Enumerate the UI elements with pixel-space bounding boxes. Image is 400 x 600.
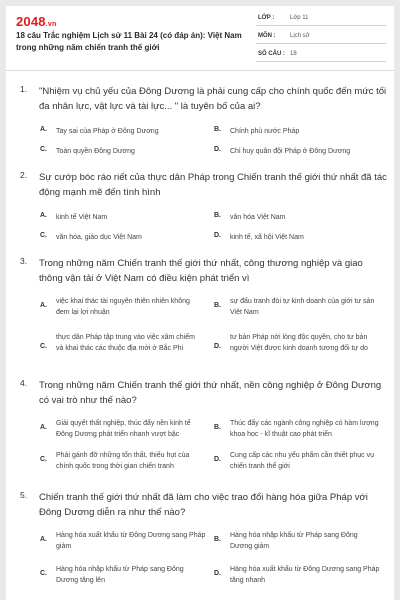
option-letter: D. <box>214 456 221 463</box>
option-text: Thúc đẩy các ngành công nghiệp có hàm lượng khoa học - kĩ thuật cao phát triển <box>230 420 379 438</box>
logo-suffix: .vn <box>45 21 57 28</box>
option-letter: A. <box>40 536 47 543</box>
logo-text: 2048 <box>16 14 46 29</box>
question-number: 2. <box>20 170 28 180</box>
question-number: 3. <box>20 256 28 266</box>
option-letter: D. <box>214 146 221 153</box>
option-letter: C. <box>40 343 47 350</box>
header-divider <box>6 70 394 71</box>
question-text: Chiến tranh thế giới thứ nhất đã làm cho việc trao đổi hàng hóa giữa Pháp với Đông Dương diễn ra như thế nào? <box>39 492 368 518</box>
question-text: Sự cướp bóc ráo riết của thực dân Pháp trong Chiến tranh thế giới thứ nhất đã tác động mạnh mẽ đến tình hình <box>39 172 387 198</box>
question-number: 4. <box>20 378 28 388</box>
option-text: Tay sai của Pháp ở Đông Dương <box>56 128 159 135</box>
option-letter: A. <box>40 126 47 133</box>
option-text: tư bản Pháp nới lỏng độc quyền, cho tư bản người Việt được kinh doanh tương đối tự do <box>230 334 368 352</box>
meta-value: Lớp 11 <box>290 15 309 21</box>
option-text: văn hóa Việt Nam <box>230 214 286 221</box>
option-letter: D. <box>214 343 221 350</box>
option-text: Giải quyết thất nghiệp, thúc đẩy nền kinh tế Đông Dương phát triển nhanh vượt bậc <box>56 420 191 438</box>
option-text: Hàng hóa xuất khẩu từ Đông Dương sang Pháp giảm <box>56 532 206 550</box>
option-text: việc khai thác tài nguyên thiên nhiên không đem lại lợi nhuận <box>56 298 190 316</box>
meta-label: LỚP : <box>258 15 275 21</box>
option-letter: B. <box>214 424 221 431</box>
option-letter: C. <box>40 146 47 153</box>
option-letter: B. <box>214 126 221 133</box>
meta-row-count <box>256 48 386 62</box>
meta-box <box>256 12 386 66</box>
option-text: Chính phủ nước Pháp <box>230 128 300 135</box>
meta-row-subject <box>256 30 386 44</box>
option-letter: C. <box>40 232 47 239</box>
option-letter: A. <box>40 302 47 309</box>
option-letter: D. <box>214 570 221 577</box>
site-logo[interactable] <box>16 14 56 29</box>
option-letter: B. <box>214 302 221 309</box>
question-text: Trong những năm Chiến tranh thế giới thứ nhất, công thương nghiệp và giao thông vận tải ở Việt Nam có điều kiện phát triển vì <box>39 258 363 284</box>
option-text: thực dân Pháp tập trung vào việc xâm chiếm và khai thác các thuộc địa mới ở Bắc Phi <box>56 334 195 352</box>
question-number: 5. <box>20 490 28 500</box>
option-letter: B. <box>214 212 221 219</box>
option-text: kinh tế Việt Nam <box>56 214 108 221</box>
meta-label: MÔN : <box>258 33 276 39</box>
option-text: văn hóa, giáo dục Việt Nam <box>56 234 142 241</box>
meta-row-class <box>256 12 386 26</box>
option-text: Hàng hóa nhập khẩu từ Pháp sang Đông Dương tăng lên <box>56 566 184 584</box>
meta-label: SỐ CÂU : <box>258 51 285 57</box>
option-letter: A. <box>40 424 47 431</box>
page-title: 18 câu Trắc nghiệm Lịch sử 11 Bài 24 (có đáp án): Việt Nam trong những năm chiến tranh thế giới <box>16 31 242 52</box>
option-text: Hàng hóa nhập khẩu từ Pháp sang Đông Dương giảm <box>230 532 358 550</box>
meta-value: 18 <box>290 51 297 57</box>
option-letter: A. <box>40 212 47 219</box>
option-text: Hàng hóa xuất khẩu từ Đông Dương sang Pháp tăng nhanh <box>230 566 380 584</box>
option-letter: C. <box>40 456 47 463</box>
question-text: Trong những năm Chiến tranh thế giới thứ nhất, nền công nghiệp ở Đông Dương có vai trò như thế nào? <box>39 380 382 406</box>
option-text: Toàn quyền Đông Dương <box>56 148 135 155</box>
meta-value: Lịch sử <box>290 33 310 39</box>
option-text: kinh tế, xã hội Việt Nam <box>230 234 304 241</box>
option-letter: D. <box>214 232 221 239</box>
question-number: 1. <box>20 84 28 94</box>
question-text: "Nhiệm vụ chủ yếu của Đông Dương là phải cung cấp cho chính quốc đến mức tối đa nhân lực, vật lực và tài lực... " là tuyên bố của ai? <box>39 86 387 112</box>
option-text: sự đấu tranh đòi tự kinh doanh của giới tư sản Việt Nam <box>230 298 375 316</box>
option-text: Phải gánh đỡ những tổn thất, thiếu hụt của chính quốc trong thời gian chiến tranh <box>56 452 190 470</box>
option-letter: C. <box>40 570 47 577</box>
worksheet-page <box>6 6 394 600</box>
option-text: Chỉ huy quân đội Pháp ở Đông Dương <box>230 148 351 155</box>
option-text: Cung cấp các nhu yếu phẩm cần thiết phục vụ chiến tranh thế giới <box>230 452 374 470</box>
option-letter: B. <box>214 536 221 543</box>
worksheet-header <box>6 6 394 64</box>
